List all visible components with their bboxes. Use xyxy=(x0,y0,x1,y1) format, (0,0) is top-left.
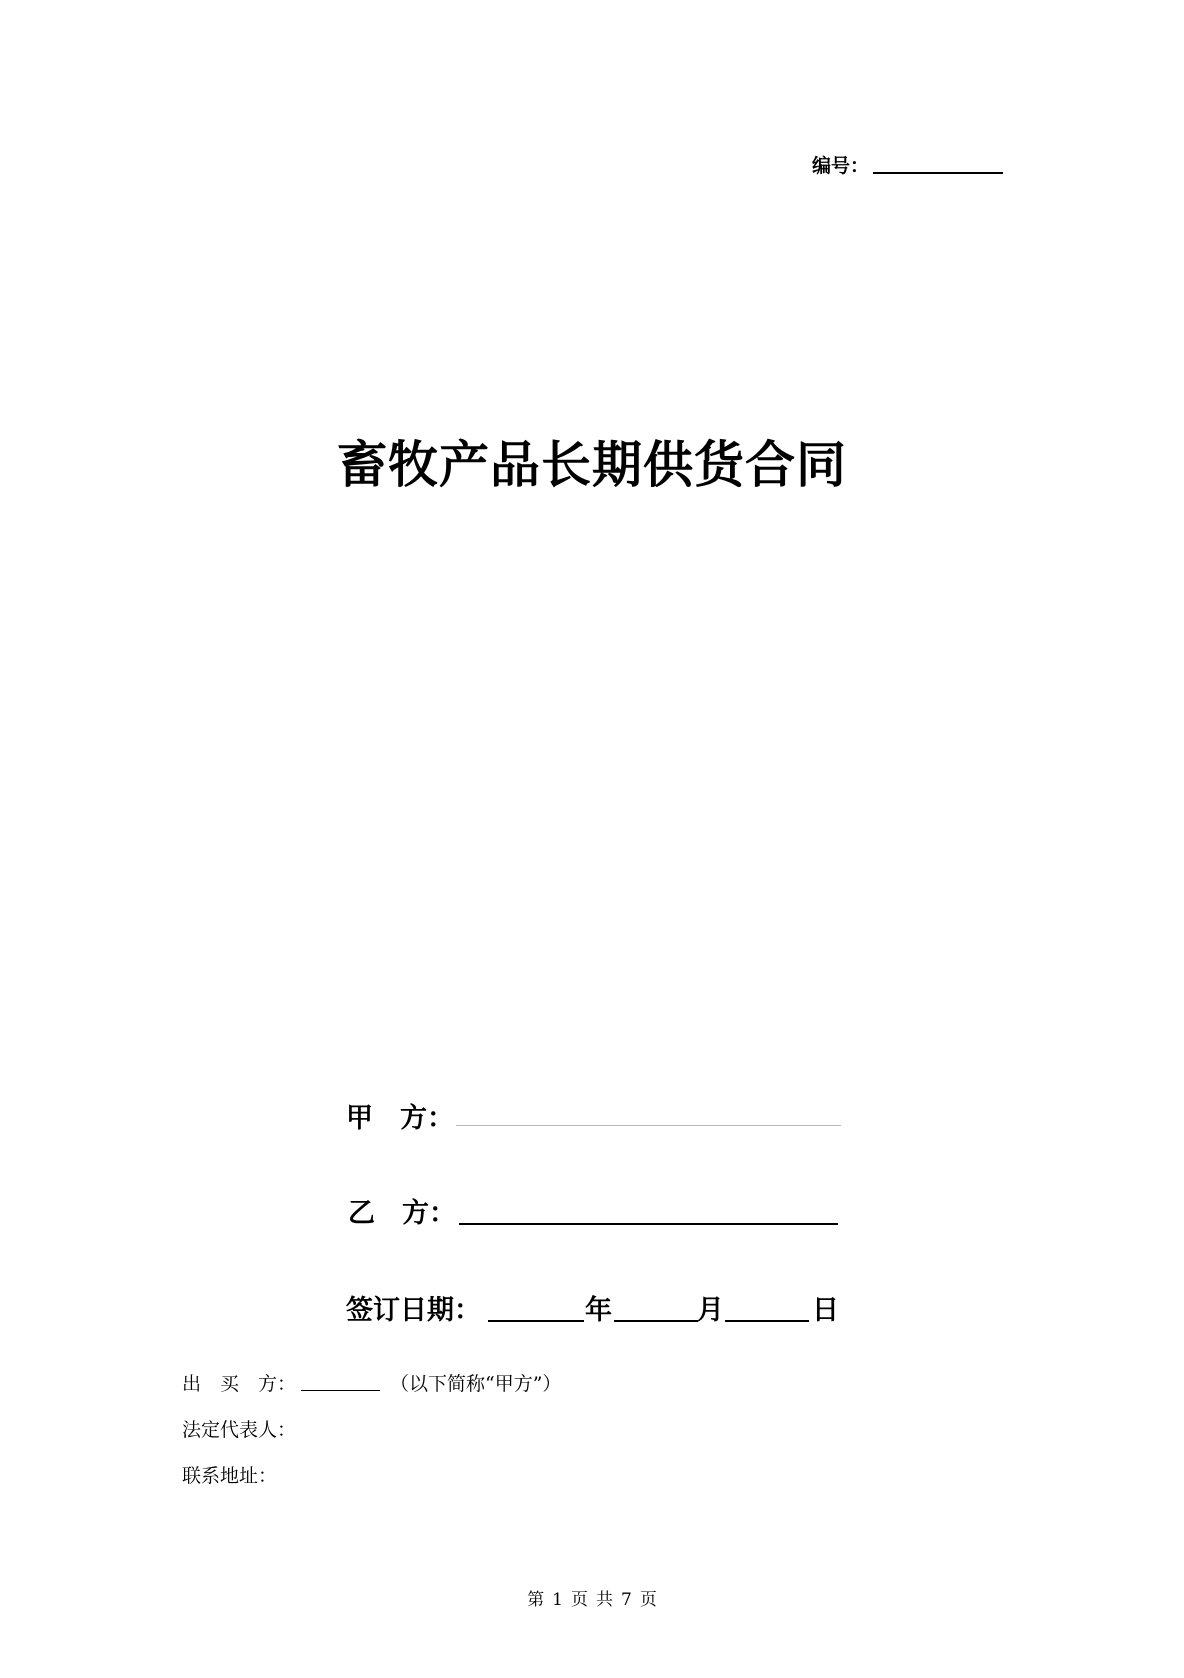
page-current: 1 xyxy=(552,1590,563,1610)
signing-day-label: 日 xyxy=(812,1295,839,1326)
signing-year-label: 年 xyxy=(585,1295,612,1326)
document-number-blank xyxy=(873,172,1003,174)
party-a-label: 甲 方： xyxy=(346,1103,454,1134)
contact-address-label: 联系地址： xyxy=(182,1465,278,1487)
party-a-blank xyxy=(456,1125,841,1126)
page-total: 7 xyxy=(621,1590,632,1610)
signing-month-label: 月 xyxy=(697,1295,724,1326)
document-title: 畜牧产品长期供货合同 xyxy=(337,436,847,494)
signing-day-blank xyxy=(725,1320,809,1322)
buyer-label: 出 买 方： xyxy=(182,1373,297,1395)
signing-month-blank xyxy=(614,1320,698,1322)
page-prefix: 第 xyxy=(527,1590,545,1610)
page-mid: 页 xyxy=(571,1590,588,1610)
page-suffix: 页 xyxy=(639,1590,657,1610)
page-total-prefix: 共 xyxy=(596,1590,613,1610)
legal-representative-label: 法定代表人： xyxy=(182,1419,297,1441)
document-number-label: 编号： xyxy=(812,155,870,177)
party-b-label: 乙 方： xyxy=(348,1198,456,1229)
page-footer xyxy=(0,1585,1184,1610)
buyer-note: （以下简称“甲方”） xyxy=(390,1373,562,1395)
signing-year-blank xyxy=(488,1320,584,1322)
signing-date-label: 签订日期： xyxy=(346,1295,481,1326)
party-b-blank xyxy=(459,1223,838,1225)
buyer-blank xyxy=(301,1390,380,1391)
